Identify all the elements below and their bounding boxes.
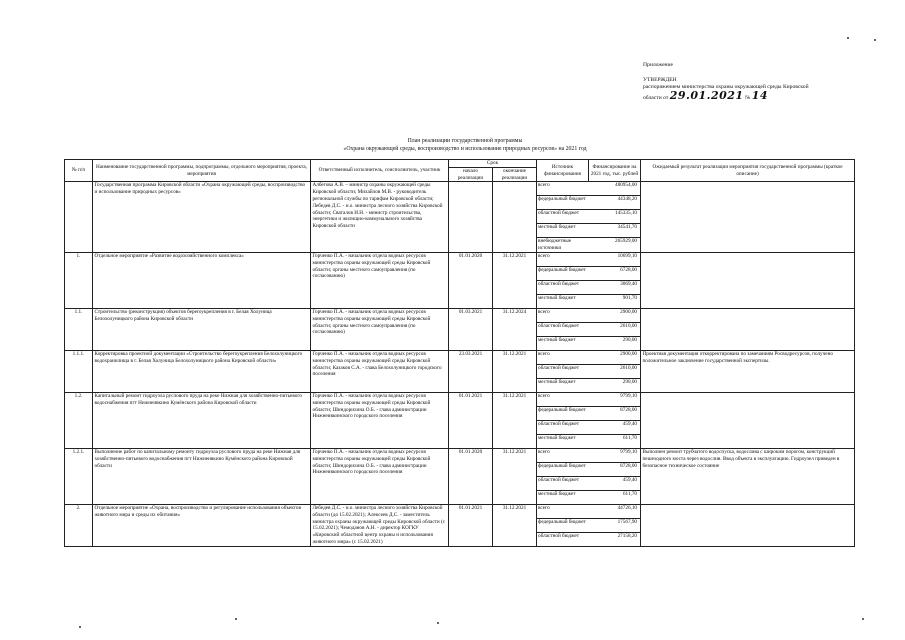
finance-line — [537, 337, 640, 350]
row-start: 01.01.2021 — [449, 392, 493, 448]
finance-value: 17567,90 — [617, 518, 638, 525]
table-row — [65, 504, 855, 546]
row-responsible: Горченко П.А. - начальник отдела водных ресурсов министерства охраны окружающей среды Кировской области; Шиндорихина О.Б. - глава администрации Нижнеивкинского городского поселения — [311, 392, 449, 448]
finance-source: областной бюджет — [538, 210, 579, 217]
row-responsible: Горченко П.А. - начальник отдела водных ресурсов министерства охраны окружающей среды Кировской области; Шиндорихина О.Б. - глава администрации Нижнеивкинского городского поселения — [311, 448, 449, 504]
header-result: Ожидаемый результат реализации мероприятия государственной программы (краткое описание) — [641, 160, 855, 182]
scan-speck — [874, 39, 876, 41]
finance-line — [537, 253, 640, 267]
finance-line — [537, 449, 640, 463]
row-num — [65, 182, 93, 253]
finance-source: областной бюджет — [538, 322, 579, 329]
finance-line — [537, 519, 640, 533]
finance-line — [537, 393, 640, 407]
finance-line — [537, 281, 640, 295]
finance-source: всего — [538, 308, 550, 315]
row-num: 2. — [65, 504, 93, 546]
row-responsible: Лебедев Д.С. - и.о. министра лесного хозяйства Кировской области (до 15.02.2021); Алексеев Д.С. - заместитель министра охраны окружающей среды Кировской области (с 15.02.2021); Чемоданов А.Н. - директор КОГКУ «Кировский областной центр охраны и использования животного мира» (с 15.02.2021) — [311, 504, 449, 546]
row-name: Выполнение работ по капитальному ремонту гидроузла руслового пруда на реке Нижная для хозяйственно-питьевого водоснабжения пгт Нижнеивкино Кумёнского района Кировской области — [93, 448, 311, 504]
approved-label: УТВЕРЖДЕН — [643, 76, 677, 83]
header-row — [65, 160, 855, 168]
table-row — [65, 350, 855, 392]
appendix-label: Приложение — [643, 62, 674, 68]
finance-value: 901,70 — [622, 294, 638, 301]
finance-source: федеральный бюджет — [538, 518, 586, 525]
row-finance — [537, 308, 641, 350]
finance-source: местный бюджет — [538, 378, 576, 385]
finance-line — [537, 295, 640, 308]
row-finance — [537, 392, 641, 448]
row-start: 01.01.2020 — [449, 448, 493, 504]
row-result — [641, 392, 855, 448]
finance-source: федеральный бюджет — [538, 196, 586, 203]
row-end: 31.12.2021 — [493, 504, 537, 546]
finance-source: местный бюджет — [538, 294, 576, 301]
row-result — [641, 252, 855, 308]
finance-value: 290,00 — [622, 336, 638, 343]
row-start: 01.01.2020 — [449, 252, 493, 308]
row-end: 31.12.2021 — [493, 392, 537, 448]
finance-source: внебюджетные источники — [538, 238, 572, 252]
finance-value: 2900,00 — [620, 308, 638, 315]
row-end — [493, 182, 537, 253]
row-start: 01.01.2021 — [449, 504, 493, 546]
approval-date-line — [643, 88, 893, 103]
scan-speck — [437, 622, 439, 624]
header-source: Источник финансирования — [537, 160, 589, 182]
plan-table — [64, 159, 855, 547]
finance-source: местный бюджет — [538, 336, 576, 343]
row-name: Отдельное мероприятие «Развитие водохозяйственного комплекса» — [93, 252, 311, 308]
scan-speck — [235, 618, 237, 620]
date-prefix: от — [663, 94, 669, 101]
finance-value: 9799,10 — [620, 392, 638, 399]
finance-line — [537, 365, 640, 379]
approval-line-2: области — [643, 94, 662, 101]
finance-source: всего — [538, 392, 550, 399]
finance-source: областной бюджет — [538, 280, 579, 287]
finance-value: 34541,70 — [617, 224, 638, 231]
row-end: 31.12.2021 — [493, 252, 537, 308]
row-name: Строительство (реконструкция) объектов берегоукрепления в г. Белая Холуница Белохолуницкого района Кировской области — [93, 308, 311, 350]
finance-value: 265929,00 — [614, 238, 638, 245]
row-name: Государственная программа Кировской области «Охрана окружающей среды, воспроизводство и использование природных ресурсов» — [93, 182, 311, 253]
finance-source: всего — [538, 252, 550, 259]
row-num: 1. — [65, 252, 93, 308]
row-end: 31.12.2021 — [493, 448, 537, 504]
finance-source: местный бюджет — [538, 224, 576, 231]
title-line-2: «Охрана окружающей среды, воспроизводство и использование природных ресурсов» на 2021 год — [343, 145, 587, 152]
approval-block — [643, 62, 893, 102]
finance-line — [537, 477, 640, 491]
finance-line — [537, 196, 640, 210]
header-responsible: Ответственный исполнитель, соисполнитель, участник — [311, 160, 449, 182]
approval-date: 29.01.2021 — [669, 88, 744, 102]
row-num: 1.2. — [65, 392, 93, 448]
row-num: 1.2.1. — [65, 448, 93, 504]
header-finance: Финансирование на 2021 год, тыс. рублей — [589, 160, 641, 182]
finance-value: 8728,00 — [620, 406, 638, 413]
table-row — [65, 252, 855, 308]
finance-value: 459,40 — [622, 476, 638, 483]
row-start: 23.03.2021 — [449, 350, 493, 392]
finance-line — [537, 323, 640, 337]
finance-line — [537, 210, 640, 224]
row-num: 1.1. — [65, 308, 93, 350]
document-title — [250, 138, 680, 154]
finance-value: 290,00 — [622, 378, 638, 385]
row-result — [641, 504, 855, 546]
row-finance — [537, 182, 641, 253]
plan-body — [65, 182, 855, 547]
finance-line — [537, 351, 640, 365]
row-name: Капитальный ремонт гидроузла руслового пруда на реке Нижная для хозяйственно-питьевого водоснабжения пгт Нижнеивкино Кумёнского района Кировской области — [93, 392, 311, 448]
title-line-1: План реализации государственной программы — [407, 138, 523, 144]
row-name: Отдельное мероприятие «Охрана, воспроизводство и регулирование использования объектов животного мира и среды их обитания» — [93, 504, 311, 546]
finance-line — [537, 182, 640, 196]
scan-speck — [79, 626, 81, 628]
row-responsible: Горченко П.А. - начальник отдела водных ресурсов министерства охраны окружающей среды Кировской области; органы местного самоуправления (по согласованию) — [311, 308, 449, 350]
finance-value: 2610,00 — [620, 322, 638, 329]
finance-value: 6728,00 — [620, 266, 638, 273]
table-row — [65, 392, 855, 448]
finance-source: областной бюджет — [538, 420, 579, 427]
header-num: № п/п — [65, 160, 93, 182]
finance-source: областной бюджет — [538, 476, 579, 483]
header-term: Срок — [449, 160, 537, 168]
finance-source: всего — [538, 448, 550, 455]
row-responsible: Горченко П.А. - начальник отдела водных ресурсов министерства охраны окружающей среды Кировской области; органы местного самоуправления (по согласованию) — [311, 252, 449, 308]
finance-source: всего — [538, 350, 550, 357]
row-responsible: Албегова А.В. – министр охраны окружающей среды Кировской области; Михайлов М.В. - руководитель региональной службы по тарифам Кировской области; Лебедев Д.С. - и.о. министра лесного хозяйства Кировской области; Сваталов И.Н. - министр строительства, энергетики и жилищно-коммунального хозяйства Кировской области — [311, 182, 449, 253]
finance-source: всего — [538, 504, 550, 511]
finance-line — [537, 505, 640, 519]
finance-value: 145335,10 — [614, 210, 638, 217]
finance-value: 2610,00 — [620, 364, 638, 371]
header-name: Наименование государственной программы, подпрограммы, отдельного мероприятия, проекта, мероприятия — [93, 160, 311, 182]
row-start — [449, 182, 493, 253]
row-num: 1.1.1. — [65, 350, 93, 392]
finance-line — [537, 309, 640, 323]
row-result — [641, 182, 855, 253]
finance-value: 27158,20 — [617, 532, 638, 539]
finance-line — [537, 224, 640, 238]
finance-line — [537, 491, 640, 504]
table-row — [65, 182, 855, 253]
finance-value: 44726,10 — [617, 504, 638, 511]
finance-value: 8728,00 — [620, 462, 638, 469]
finance-source: местный бюджет — [538, 490, 576, 497]
row-finance — [537, 504, 641, 546]
finance-source: местный бюджет — [538, 434, 576, 441]
approval-line-1: распоряжением министерства охраны окружающей среды Кировской — [643, 84, 809, 91]
finance-value: 9799,10 — [620, 448, 638, 455]
row-responsible: Горченко П.А. - начальник отдела водных ресурсов министерства охраны окружающей среды Кировской области; Казаков С.А. - глава Белохолуницкого городского поселения — [311, 350, 449, 392]
finance-line — [537, 238, 640, 252]
finance-value: 10699,10 — [617, 252, 638, 259]
table-row — [65, 448, 855, 504]
row-start: 01.03.2021 — [449, 308, 493, 350]
row-finance — [537, 252, 641, 308]
finance-source: федеральный бюджет — [538, 266, 586, 273]
finance-value: 611,70 — [622, 434, 638, 441]
finance-source: областной бюджет — [538, 532, 579, 539]
approval-number: 14 — [751, 88, 769, 102]
finance-value: 611,70 — [622, 490, 638, 497]
scan-speck — [847, 37, 849, 39]
table-row — [65, 308, 855, 350]
header-start: начало реализации — [449, 167, 493, 182]
row-end: 31.12.2021 — [493, 350, 537, 392]
row-result: Выполнен ремонт трубчатого водоспуска, водослива с широким порогом, конструкций пешеходного моста через водослив. Ввод объекта в эксплуатацию. Гидроузел приведен в безопасное техническое состояние — [641, 448, 855, 504]
number-prefix: № — [744, 94, 751, 101]
finance-line — [537, 267, 640, 281]
finance-line — [537, 379, 640, 392]
row-end: 31.12.2024 — [493, 308, 537, 350]
finance-value: 480954,00 — [614, 182, 638, 189]
row-finance — [537, 448, 641, 504]
finance-line — [537, 533, 640, 546]
row-result: Проектная документация откорректирована по замечаниям Росводресурсов, получено положительное заключение государственной экспертизы. — [641, 350, 855, 392]
finance-source: федеральный бюджет — [538, 462, 586, 469]
finance-line — [537, 435, 640, 448]
scan-speck — [862, 618, 864, 620]
row-result — [641, 308, 855, 350]
finance-source: федеральный бюджет — [538, 406, 586, 413]
finance-value: 44348,20 — [617, 196, 638, 203]
finance-line — [537, 421, 640, 435]
finance-source: областной бюджет — [538, 364, 579, 371]
finance-value: 459,40 — [622, 420, 638, 427]
finance-value: 2900,00 — [620, 350, 638, 357]
row-name: Корректировка проектной документации «Строительство берегоукрепления Белохолуницкого водохранилища в г. Белая Холуница Белохолуницкого района Кировской области» — [93, 350, 311, 392]
finance-source: всего — [538, 182, 550, 189]
row-finance — [537, 350, 641, 392]
finance-line — [537, 407, 640, 421]
finance-line — [537, 463, 640, 477]
finance-value: 3069,40 — [620, 280, 638, 287]
header-end: окончание реализации — [493, 167, 537, 182]
